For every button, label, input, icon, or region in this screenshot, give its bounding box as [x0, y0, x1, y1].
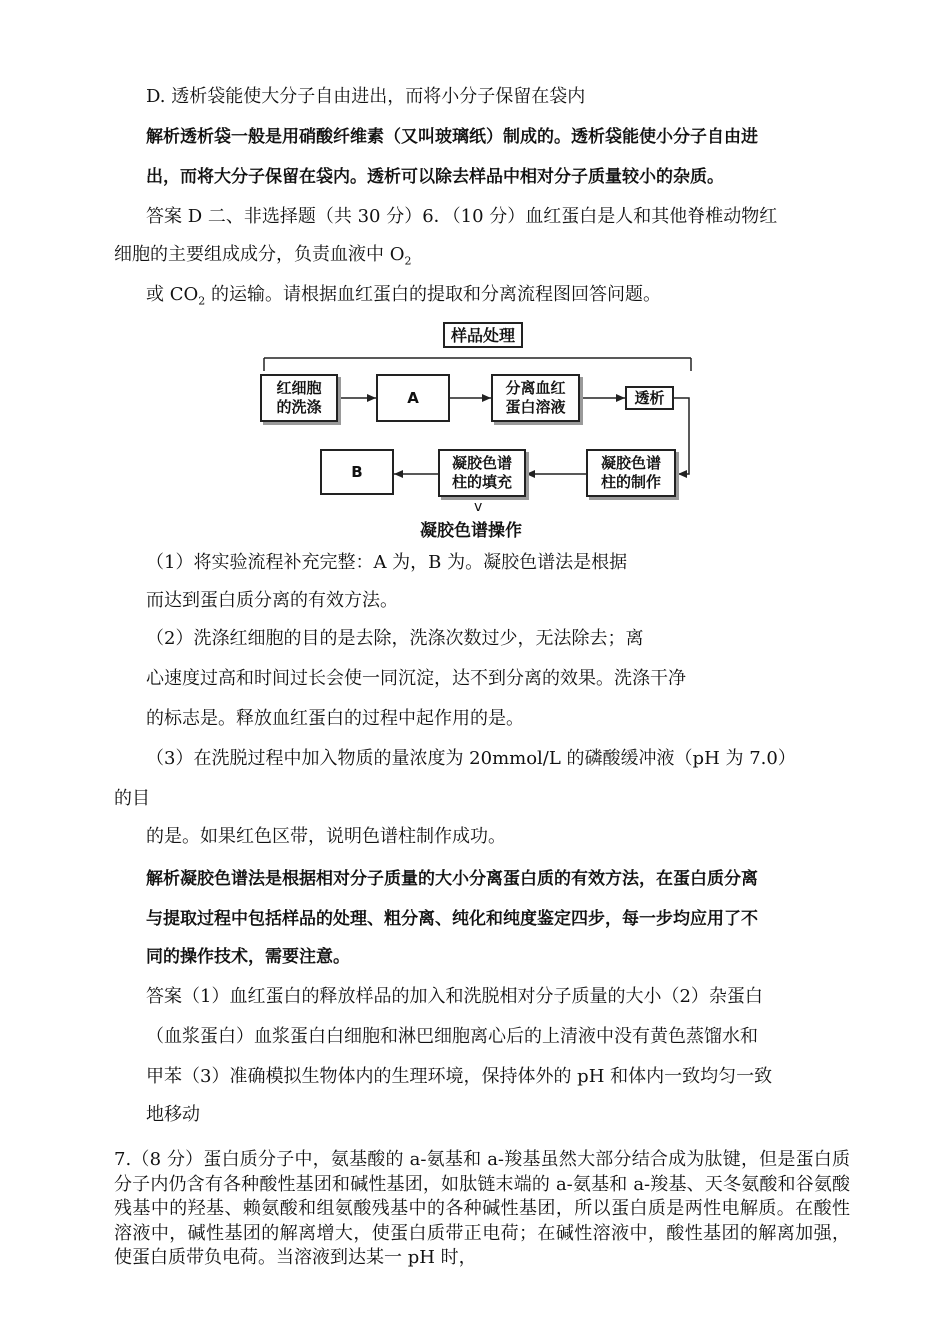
- arrow-dialysis-to-make: [674, 398, 689, 474]
- question-6-line-3-text: 的运输。请根据血红蛋白的提取和分离流程图回答问题。: [205, 284, 661, 305]
- box-a: A: [376, 374, 450, 422]
- v-mark: v: [474, 499, 483, 515]
- box-wash-red-cells: 红细胞的洗涤: [260, 374, 338, 422]
- analysis-line-1: 解析透析袋一般是用硝酸纤维素（又叫玻璃纸）制成的。透析袋能使小分子自由进: [146, 127, 758, 147]
- box-separate-hemoglobin: 分离血红蛋白溶液: [491, 374, 580, 422]
- o2-subscript: 2: [404, 254, 412, 268]
- q1-line-1: （1）将实验流程补充完整：A 为，B 为。凝胶色谱法是根据: [146, 552, 628, 573]
- question-7-paragraph: 7.（8 分）蛋白质分子中，氨基酸的 a-氨基和 a-羧基虽然大部分结合成为肽键，但是蛋白质分子内仍含有各种酸性基团和碱性基团，如肽链末端的 a-氨基和 a-羧基、天冬氨酸和谷氨酸残基中的羟基、赖氨酸和组氨酸残基中的各种碱性基团，所以蛋白质是两性电解质。在酸性溶液中，碱性基团的解离增大，使蛋白质带正电荷；在碱性溶液中，酸性基团的解离加强，使蛋白质带负电荷。当溶液到达某一 pH 时，: [114, 1149, 850, 1268]
- answer-and-question-6: 答案 D 二、非选择题（共 30 分）6．（10 分）血红蛋白是人和其他脊椎动物红: [146, 206, 778, 227]
- q3-line-1: （3）在洗脱过程中加入物质的量浓度为 20mmol/L 的磷酸缓冲液（pH 为 7.0）: [146, 748, 796, 769]
- answer-line-1: 答案（1）血红蛋白的释放样品的加入和洗脱相对分子质量的大小（2）杂蛋白: [146, 986, 763, 1007]
- sample-processing-label: 样品处理: [443, 322, 523, 348]
- co2-subscript: 2: [198, 294, 206, 308]
- option-d: D. 透析袋能使大分子自由进出，而将小分子保留在袋内: [146, 86, 586, 107]
- box-b: B: [320, 449, 394, 495]
- answer-line-2: （血浆蛋白）血浆蛋白白细胞和淋巴细胞离心后的上清液中没有黄色蒸馏水和: [146, 1026, 758, 1047]
- q3-line-2: 的目: [114, 788, 150, 809]
- question-6-line-2-text: 细胞的主要组成成分，负责血液中 O: [114, 244, 405, 265]
- co2-prefix: 或 CO: [146, 284, 199, 305]
- explanation-line-3: 同的操作技术，需要注意。: [146, 947, 350, 967]
- box-column-making: 凝胶色谱柱的制作: [586, 449, 676, 497]
- q1-line-2: 而达到蛋白质分离的有效方法。: [146, 590, 398, 611]
- gel-chromatography-label: 凝胶色谱操作: [420, 521, 522, 541]
- answer-line-3: 甲苯（3）准确模拟生物体内的生理环境，保持体外的 pH 和体内一致均匀一致: [146, 1066, 773, 1087]
- q3-line-3: 的是。如果红色区带，说明色谱柱制作成功。: [146, 826, 506, 847]
- q2-line-2: 心速度过高和时间过长会使一同沉淀，达不到分离的效果。洗涤干净: [146, 668, 686, 689]
- box-column-filling: 凝胶色谱柱的填充: [438, 449, 526, 497]
- analysis-line-2: 出，而将大分子保留在袋内。透析可以除去样品中相对分子质量较小的杂质。: [146, 167, 724, 187]
- explanation-line-1: 解析凝胶色谱法是根据相对分子质量的大小分离蛋白质的有效方法，在蛋白质分离: [146, 869, 758, 889]
- q2-line-1: （2）洗涤红细胞的目的是去除，洗涤次数过少，无法除去；离: [146, 628, 644, 649]
- box-dialysis: 透析: [625, 386, 674, 410]
- answer-line-4: 地移动: [146, 1104, 200, 1125]
- explanation-line-2: 与提取过程中包括样品的处理、粗分离、纯化和纯度鉴定四步，每一步均应用了不: [146, 909, 758, 929]
- q2-line-3: 的标志是。释放血红蛋白的过程中起作用的是。: [146, 708, 524, 729]
